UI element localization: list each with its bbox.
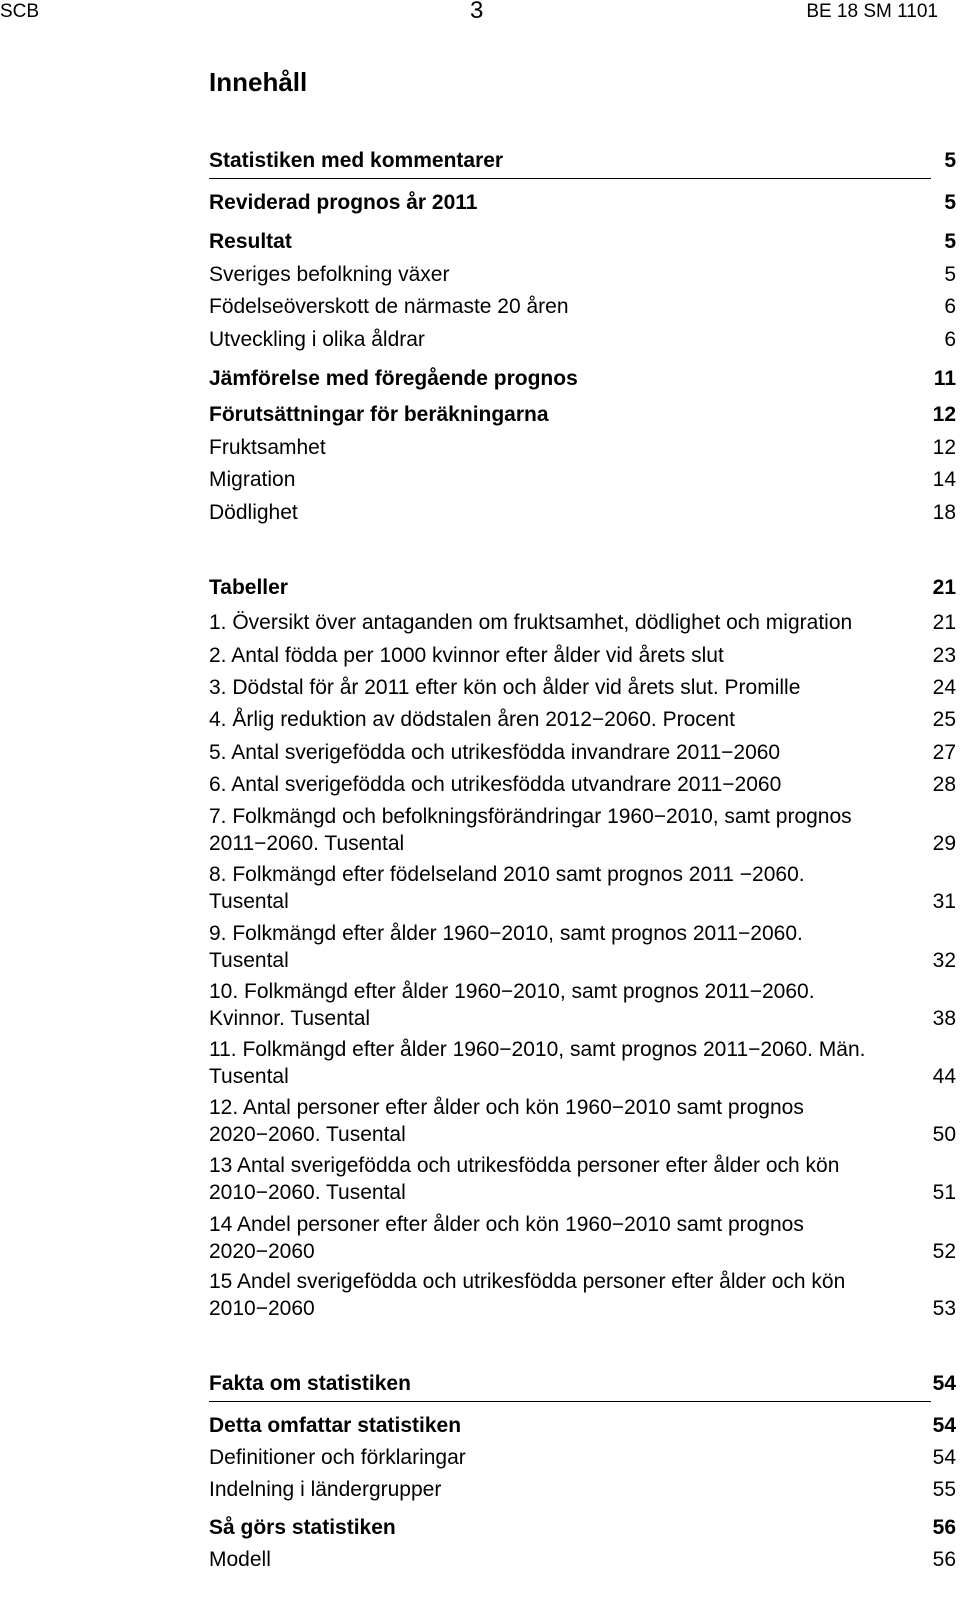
toc-page-number: 38: [932, 1007, 956, 1030]
toc-page-number: 44: [932, 1065, 956, 1088]
toc-heading-label: Tabeller: [209, 576, 288, 599]
toc-entry-label: Indelning i ländergrupper: [209, 1478, 442, 1501]
toc-entry-label: Migration: [209, 468, 296, 491]
toc-entry-table-15[interactable]: [209, 1268, 956, 1322]
toc-entry[interactable]: [209, 1546, 956, 1573]
toc-page-number: 27: [932, 741, 956, 764]
toc-page-number: 5: [944, 149, 956, 172]
toc-heading-label: Reviderad prognos år 2011: [209, 191, 478, 214]
toc-page-number: 32: [932, 949, 956, 972]
toc-heading-tabeller[interactable]: [209, 574, 956, 601]
toc-entry[interactable]: [209, 261, 956, 288]
toc-entry-label: 11. Folkmängd efter ålder 1960−2010, samt prognos 2011−2060. Män. Tusental: [209, 1038, 866, 1088]
toc-page-number: 54: [932, 1446, 956, 1469]
toc-entry[interactable]: [209, 293, 956, 320]
toc-page-number: 14: [932, 468, 956, 491]
toc-page-number: 56: [932, 1516, 956, 1539]
toc-heading-detta-omfattar[interactable]: [209, 1412, 956, 1439]
toc-page-number: 12: [932, 403, 956, 426]
toc-page-number: 23: [932, 644, 956, 667]
toc-heading-sa-gors[interactable]: [209, 1514, 956, 1541]
toc-entry-table-4[interactable]: [209, 706, 956, 733]
toc-page-number: 5: [944, 230, 956, 253]
toc-heading-label: Statistiken med kommentarer: [209, 149, 504, 172]
toc-entry-label: 9. Folkmängd efter ålder 1960−2010, samt prognos 2011−2060. Tusental: [209, 922, 803, 972]
toc-page-number: 28: [932, 773, 956, 796]
toc-entry-label: 7. Folkmängd och befolkningsförändringar 1960−2010, samt prognos 2011−2060. Tusental: [209, 805, 852, 855]
toc-page-number: 5: [944, 263, 956, 286]
toc-heading-label: Så görs statistiken: [209, 1516, 396, 1539]
toc-entry-table-11[interactable]: [209, 1036, 956, 1090]
toc-page-number: 31: [932, 890, 956, 913]
toc-page-number: 51: [932, 1181, 956, 1204]
toc-entry-label: Modell: [209, 1548, 271, 1571]
page-number: 3: [470, 0, 484, 24]
toc-entry-label: 1. Översikt över antaganden om fruktsamhet, dödlighet och migration: [209, 611, 853, 634]
toc-page-number: 55: [932, 1478, 956, 1501]
toc-entry-table-14[interactable]: [209, 1211, 956, 1265]
toc-entry[interactable]: [209, 1444, 956, 1471]
toc-entry[interactable]: [209, 466, 956, 493]
toc-entry-label: 10. Folkmängd efter ålder 1960−2010, samt prognos 2011−2060. Kvinnor. Tusental: [209, 980, 815, 1030]
toc-entry-table-12[interactable]: [209, 1094, 956, 1148]
toc-page-number: 24: [932, 676, 956, 699]
toc-entry-label: 12. Antal personer efter ålder och kön 1960−2010 samt prognos 2020−2060. Tusental: [209, 1096, 804, 1146]
toc-entry-label: Dödlighet: [209, 501, 298, 524]
toc-entry-table-13[interactable]: [209, 1152, 956, 1206]
toc-heading-label: Förutsättningar för beräkningarna: [209, 403, 549, 426]
toc-page-number: 25: [932, 708, 956, 731]
toc-entry-table-6[interactable]: [209, 771, 956, 798]
toc-entry-label: Utveckling i olika åldrar: [209, 328, 425, 351]
toc-entry-label: 15 Andel sverigefödda och utrikesfödda personer efter ålder och kön 2010−2060: [209, 1270, 846, 1320]
toc-page-number: 54: [932, 1372, 956, 1395]
toc-entry-label: 14 Andel personer efter ålder och kön 1960−2010 samt prognos 2020−2060: [209, 1213, 804, 1263]
toc-heading-label: Detta omfattar statistiken: [209, 1414, 462, 1437]
toc-entry-table-8[interactable]: [209, 861, 956, 915]
toc-entry-label: 4. Årlig reduktion av dödstalen åren 2012−2060. Procent: [209, 708, 735, 731]
toc-heading-reviderad-prognos[interactable]: [209, 189, 956, 216]
header-right: BE 18 SM 1101: [806, 1, 938, 22]
toc-entry[interactable]: [209, 499, 956, 526]
toc-entry-label: 6. Antal sverigefödda och utrikesfödda utvandrare 2011−2060: [209, 773, 782, 796]
toc-entry-label: Sveriges befolkning växer: [209, 263, 450, 286]
toc-entry-table-1[interactable]: [209, 609, 956, 636]
toc-page-number: 5: [944, 191, 956, 214]
toc-page-number: 29: [932, 832, 956, 855]
toc-entry-label: 5. Antal sverigefödda och utrikesfödda invandrare 2011−2060: [209, 741, 781, 764]
header-left: SCB: [0, 1, 40, 22]
toc-page-number: 18: [932, 501, 956, 524]
toc-entry-label: 3. Dödstal för år 2011 efter kön och ålder vid årets slut. Promille: [209, 676, 801, 699]
toc-page-number: 54: [932, 1414, 956, 1437]
toc-entry[interactable]: [209, 326, 956, 353]
toc-entry-label: 2. Antal födda per 1000 kvinnor efter ålder vid årets slut: [209, 644, 724, 667]
toc-entry-table-10[interactable]: [209, 978, 956, 1032]
toc-entry-table-5[interactable]: [209, 739, 956, 766]
toc-page-number: 21: [932, 576, 956, 599]
toc-entry-label: 8. Folkmängd efter födelseland 2010 samt prognos 2011 −2060. Tusental: [209, 863, 805, 913]
toc-page-number: 56: [932, 1548, 956, 1571]
toc-entry[interactable]: [209, 1476, 956, 1503]
page-title: Innehåll: [209, 67, 308, 97]
toc-page-number: 50: [932, 1123, 956, 1146]
toc-page-number: 53: [932, 1297, 956, 1320]
toc-page-number: 6: [944, 328, 956, 351]
toc-heading-resultat[interactable]: [209, 228, 956, 255]
toc-entry-label: Födelseöverskott de närmaste 20 åren: [209, 295, 569, 318]
toc-entry-table-2[interactable]: [209, 642, 956, 669]
toc-entry-label: Fruktsamhet: [209, 436, 326, 459]
toc-entry-table-3[interactable]: [209, 674, 956, 701]
toc-page-number: 6: [944, 295, 956, 318]
toc-entry-label: 13 Antal sverigefödda och utrikesfödda personer efter ålder och kön 2010−2060. Tusental: [209, 1154, 840, 1204]
toc-heading-jamforelse[interactable]: [209, 365, 956, 392]
toc-entry-table-9[interactable]: [209, 920, 956, 974]
toc-heading-label: Resultat: [209, 230, 292, 253]
toc-entry[interactable]: [209, 434, 956, 461]
toc-page-number: 52: [932, 1240, 956, 1263]
toc-heading-statistiken[interactable]: [209, 147, 956, 174]
toc-heading-label: Jämförelse med föregående prognos: [209, 367, 578, 390]
toc-page-number: 11: [933, 367, 956, 390]
toc-heading-fakta[interactable]: [209, 1370, 956, 1397]
toc-heading-label: Fakta om statistiken: [209, 1372, 411, 1395]
toc-heading-forutsattningar[interactable]: [209, 401, 956, 428]
toc-page-number: 12: [932, 436, 956, 459]
toc-page-number: 21: [932, 611, 956, 634]
toc-entry-label: Definitioner och förklaringar: [209, 1446, 466, 1469]
toc-entry-table-7[interactable]: [209, 803, 956, 857]
